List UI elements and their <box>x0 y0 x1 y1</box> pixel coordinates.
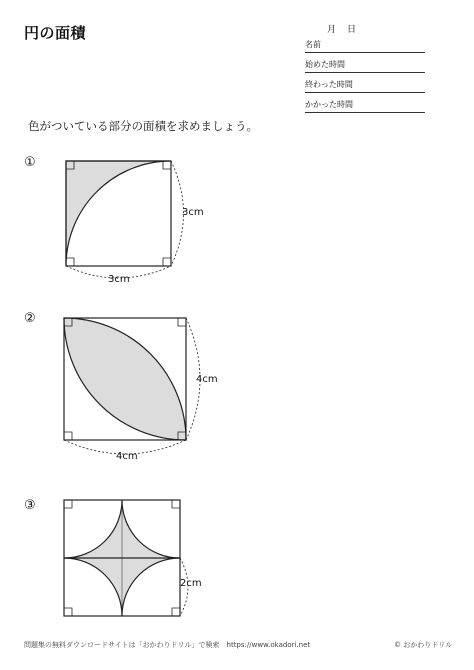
day-label: 日 <box>347 25 357 35</box>
problem-3-figure <box>64 500 188 616</box>
problem-3-number: ③ <box>24 498 36 513</box>
problem-2-number: ② <box>24 311 36 326</box>
elapsed-time-field[interactable]: かかった時間 <box>305 100 425 113</box>
problem-1-side-label: 3cm <box>182 207 204 218</box>
footer-left: 問題集の無料ダウンロードサイトは「おかわりドリル」で検索 https://www.okadori.net <box>24 641 311 649</box>
month-label: 月 <box>327 25 337 35</box>
problem-1-number: ① <box>24 155 36 170</box>
problem-2-side-label: 4cm <box>196 374 218 385</box>
problem-2-figure <box>64 318 200 454</box>
problem-1-figure <box>66 161 184 278</box>
end-time-field[interactable]: 終わった時間 <box>305 80 425 93</box>
start-time-field[interactable]: 始めた時間 <box>305 60 425 73</box>
problem-1-bottom-label: 3cm <box>108 274 130 285</box>
problem-3-side-label: 2cm <box>180 578 202 589</box>
page-title: 円の面積 <box>24 24 87 42</box>
instruction-text: 色がついている部分の面積を求めましょう。 <box>28 119 258 133</box>
name-field[interactable]: 名前 <box>305 40 425 53</box>
footer-right: © おかわりドリル <box>394 641 453 649</box>
problem-2-bottom-label: 4cm <box>116 451 138 462</box>
